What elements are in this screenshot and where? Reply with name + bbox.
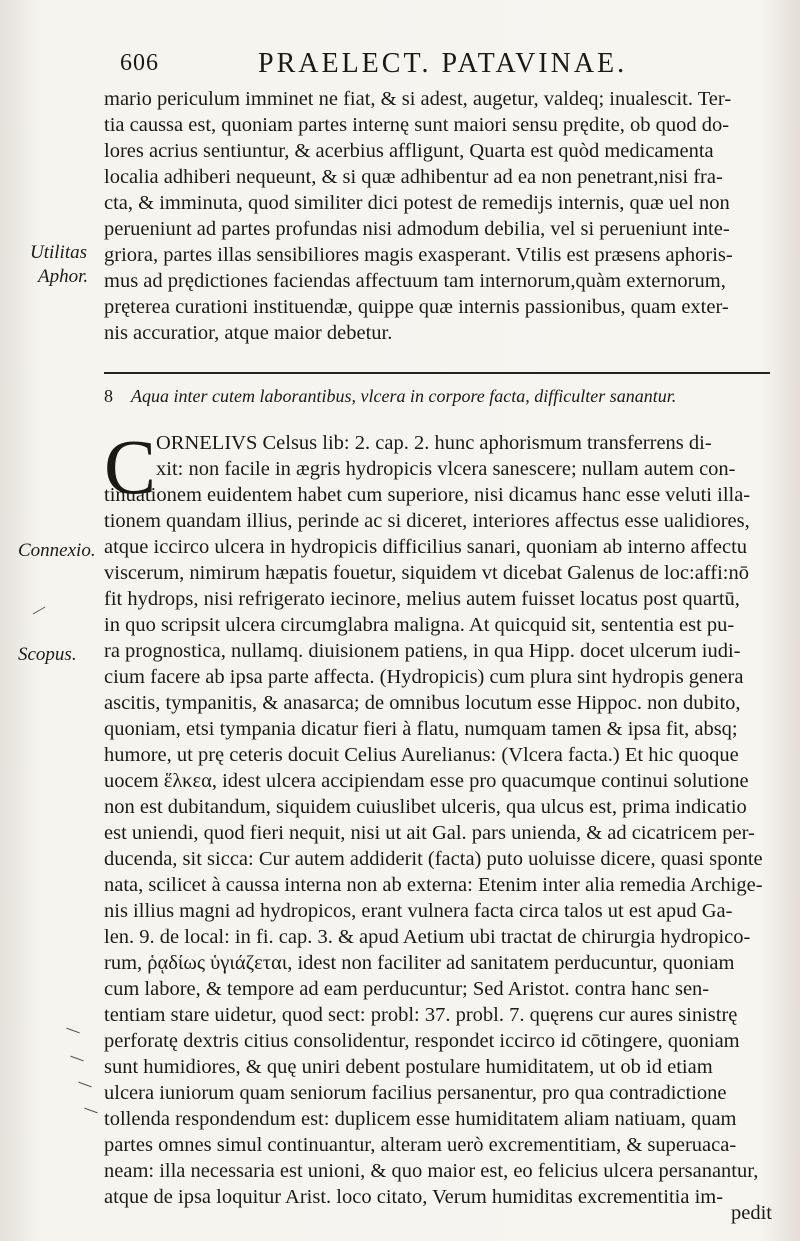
text-line: cum labore, & tempore ad eam perducuntur; Sed Aristot. contra hanc sen- [104,978,710,1000]
text-line: quoniam, etsi tympania dicatur fieri à flatu, numquam tamen & ipsa fit, absq; [104,718,738,740]
aphorism-number: 8 [104,386,113,406]
text-line: partes omnes simul continuantur, alteram uerò excrementitiam, & superuaca- [104,1134,737,1156]
text-line: tinuationem euidentem habet cum superiore, nisi dicamus hanc esse veluti illa- [104,484,751,506]
text-line: mario periculum imminet ne fiat, & si adest, augetur, valdeq; inualescit. Ter- [104,88,732,110]
drop-capital: C [104,423,157,510]
text-line: viscerum, nimirum hæpatis fouetur, siquidem vt dicebat Galenus de loc:affi:nō [104,562,749,584]
pencil-mark [78,1082,91,1088]
page-number: 606 [120,50,159,76]
aphorism-heading [104,386,774,407]
text-line: atque iccirco ulcera in hydropicis difficilius sanari, quoniam ab interno affectu [104,536,748,558]
text-line: neam: illa necessaria est unioni, & quo maior est, eo felicius ulcera persanantur, [104,1160,759,1182]
text-line: perforatę dextris citius consolidentur, respondet iccirco id cōtingere, quoniam [104,1030,740,1052]
margin-note-scopus: Scopus. [18,644,77,665]
pencil-mark [70,1056,83,1062]
text-line: mus ad prędictiones faciendas affectuum tam internorum,quàm externorum, [104,270,726,292]
running-title: PRAELECT. PATAVINAE. [258,48,628,79]
text-line: tionem quandam illius, perinde ac si diceret, interiores affectus esse ualidiores, [104,510,750,532]
text-line: ascitis, tympanitis, & anasarca; de omnibus locutum esse Hippoc. non dubito, [104,692,741,714]
text-line: ducenda, sit sicca: Cur autem addiderit (facta) puto uoluisse dicere, quasi sponte [104,848,763,870]
text-line: uocem ἕλκεα, idest ulcera accipiendam esse pro quacumque continui solutione [104,770,749,792]
margin-note-utilitas: Utilitas [30,242,88,263]
text-line: tollenda respondendum est: duplicem esse humiditatem aliam natiuam, quam [104,1108,737,1130]
text-line: pręterea curationi instituendæ, quippe quæ internis passionibus, quam exter- [104,296,729,318]
text-line: nis accuratior, atque maior debetur. [104,322,393,344]
text-line: fit hydrops, nisi refrigerato iecinore, melius autem fuisset locatus post quartū, [104,588,740,610]
text-line: sunt humidiores, & quę uniri debent postulare humiditatem, ut ob id etiam [104,1056,713,1078]
text-line: cta, & imminuta, quod similiter dici potest de remedijs internis, quæ uel non [104,192,730,214]
paragraph-2 [104,423,772,1210]
text-line: tentiam stare uidetur, quod sect: probl: 37. probl. 7. quęrens cur aures sinistrę [104,1004,738,1026]
text-line: rum, ῥᾳδίως ὑγιάζεται, idest non faciliter ad sanitatem perducuntur, quoniam [104,952,735,974]
catchword: pedit [731,1202,772,1224]
text-line: cium facere ab ipsa parte affecta. (Hydropicis) cum plura sint hydropis genera [104,666,744,688]
text-line: lores acrius sentiuntur, & acerbius affligunt, Quarta est quòd medicamenta [104,140,714,162]
margin-note-connexio: Connexio. [18,540,96,561]
text-line: ulcera iuniorum quam seniorum facilius persanentur, pro qua contradictione [104,1082,727,1104]
text-line: non est dubitandum, siquidem cuiuslibet ulceris, qua ulcus est, prima indicatio [104,796,747,818]
text-line: atque de ipsa loquitur Arist. loco citato, Verum humiditas excrementitia im- [104,1186,724,1208]
text-line: griora, partes illas sensibiliores magis exasperant. Vtilis est præsens aphoris- [104,244,733,266]
text-line: nis illius magni ad hydropicos, erant vulnera facta circa talos ut est apud Ga- [104,900,733,922]
pencil-mark [66,1028,79,1034]
page-header [0,46,800,86]
text-line: perueniunt ad partes profundas nisi admodum debilia, vel si perueniunt inte- [104,218,730,240]
margin-note-aphor: Aphor. [38,266,89,287]
text-line: est uniendi, quod fieri nequit, nisi ut ait Gal. pars unienda, & ad cicatricem per- [104,822,755,844]
text-line: nata, scilicet à caussa interna non ab externa: Etenim inter alia remedia Archige- [104,874,763,896]
paragraph-1 [104,86,772,346]
text-line: ra prognostica, nullamq. diuisionem patiens, in qua Hipp. docet ulcerum iudi- [104,640,741,662]
text-line: len. 9. de local: in fi. cap. 3. & apud Aetium ubi tractat de chirurgia hydropico- [104,926,751,948]
text-line: xit: non facile in ægris hydropicis vlcera sanescere; nullam autem con- [156,458,736,480]
text-line: localia adhiberi nequeunt, & si quæ adhibentur ad ea non penetrant,nisi fra- [104,166,723,188]
text-line: tia caussa est, quoniam partes internę sunt maiori sensu prędite, ob quod do- [104,114,730,136]
text-line: ORNELIVS Celsus lib: 2. cap. 2. hunc aphorismum transferrens di- [156,432,712,454]
pencil-mark [33,607,46,615]
section-rule [104,372,770,374]
aphorism-text: Aqua inter cutem laborantibus, vlcera in corpore facta, difficulter sanantur. [131,386,677,406]
text-line: humore, ut prę ceteris docuit Celius Aurelianus: (Vlcera facta.) Et hic quoque [104,744,739,766]
text-line: in quo scripsit ulcera circumglabra maligna. At quicquid sit, sententia est pu- [104,614,735,636]
pencil-mark [84,1108,97,1114]
